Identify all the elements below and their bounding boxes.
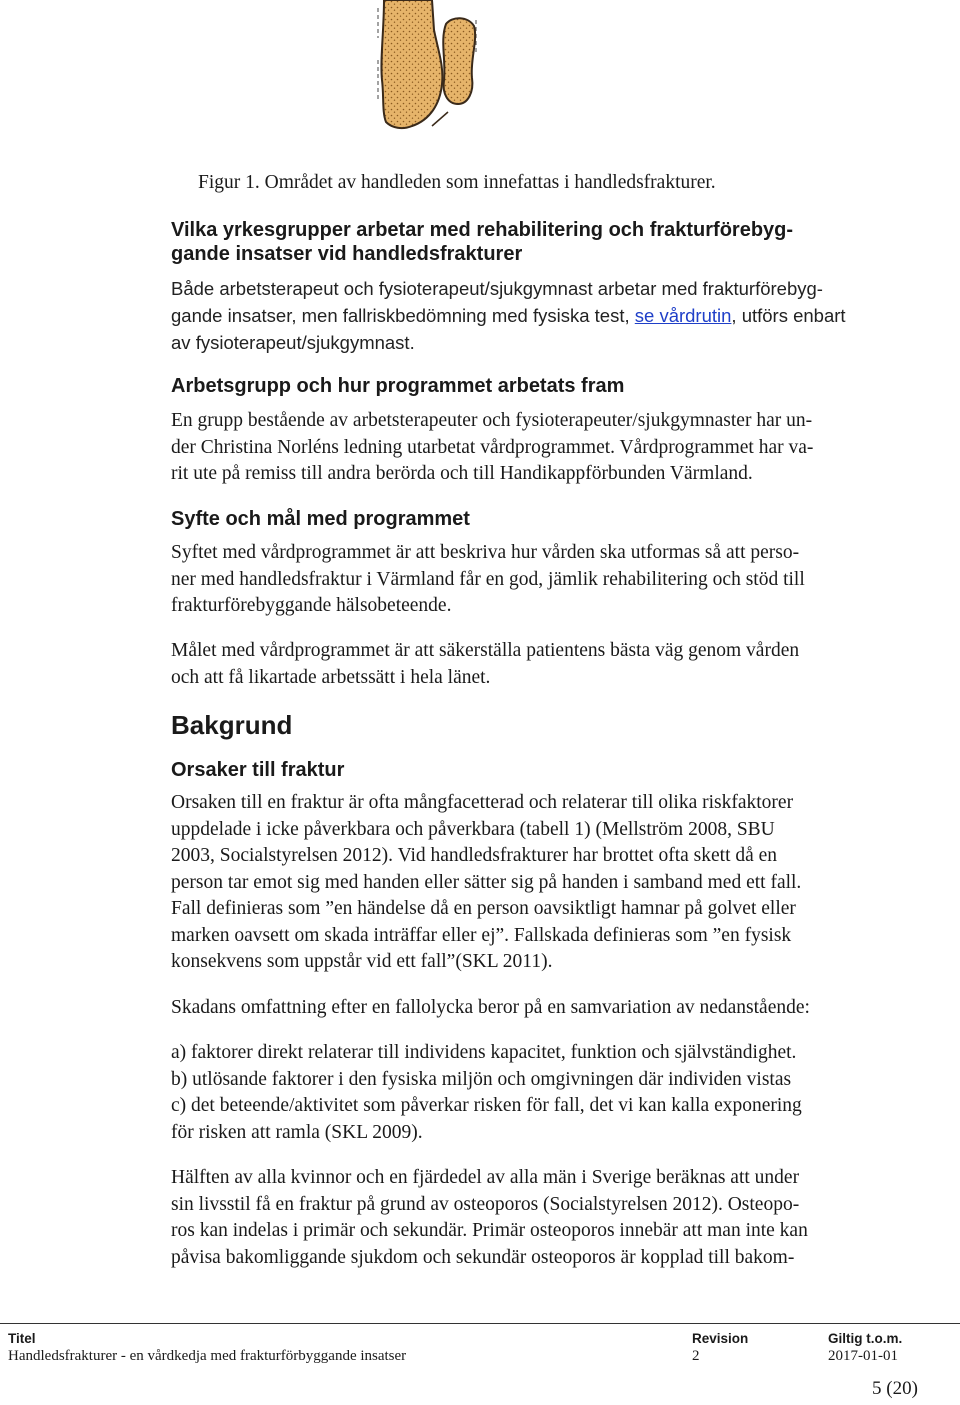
text-line: ros kan indelas i primär och sekundär. Primär osteoporos innebär att man inte kan xyxy=(171,1220,808,1241)
text-segment: fysioterapeut/sjukgymnast. xyxy=(195,332,415,353)
background-paragraph-3 xyxy=(171,1165,916,1271)
text-line: der Christina Norléns ledning utarbetat vårdprogrammet. Vårdprogrammet har va- xyxy=(171,436,814,458)
wrist-bone-illustration xyxy=(372,0,492,135)
section-purpose-heading: Syfte och mål med programmet xyxy=(171,508,470,530)
footer-revision-label: Revision xyxy=(692,1331,749,1346)
text-line: ner med handledsfraktur i Värmland får en god, jämlik rehabilitering och stöd till xyxy=(171,568,805,590)
figure-caption: Figur 1. Området av handleden som innefattas i handledsfrakturer. xyxy=(198,172,716,193)
text-line: rit ute på remiss till andra berörda och till Handikappförbunden Värmland. xyxy=(171,463,753,484)
text-segment: , utförs enbart xyxy=(731,305,846,326)
footer-title-label: Titel xyxy=(8,1331,36,1346)
text-line: Orsaken till en fraktur är ofta mångfacetterad och relaterar till olika riskfaktorer xyxy=(171,792,794,813)
text-line: frakturförebyggande hälsobeteende. xyxy=(171,595,452,616)
list-item: a) faktorer direkt relaterar till individens kapacitet, funktion och självständighet. xyxy=(171,1042,797,1063)
text-line: Fall definieras som ”en händelse då en person oavsiktligt hamnar på golvet eller xyxy=(171,898,796,919)
purpose-paragraph-1 xyxy=(171,540,916,620)
section-causes-subheading: Orsaker till fraktur xyxy=(171,759,345,781)
text-line: marken oavsett om skada inträffar eller ej”. Fallskada definieras som ”en fysisk xyxy=(171,924,792,946)
text-line: och att få likartade arbetssätt i hela länet. xyxy=(171,666,491,688)
footer-divider xyxy=(0,1323,960,1324)
list-item: b) utlösande faktorer i den fysiska miljön och omgivningen där individen vistas xyxy=(171,1068,792,1090)
footer-title-value: Handledsfrakturer - en vårdkedja med frakturförbyggande insatser xyxy=(8,1348,407,1364)
text-line: person tar emot sig med handen eller sätter sig på handen i samband med ett fall. xyxy=(171,871,802,893)
text-segment: gande insatser, men fallriskbedömning med fysiska test, xyxy=(171,305,635,326)
heading-line: gande insatser vid handledsfrakturer xyxy=(171,243,523,265)
text-line xyxy=(171,329,916,356)
text-line: 2003, Socialstyrelsen 2012). Vid handledsfrakturer har brottet ofta skett då en xyxy=(171,845,778,866)
text-line: konsekvens som uppstår vid ett fall”(SKL 2011). xyxy=(171,951,553,972)
section-group-heading: Arbetsgrupp och hur programmet arbetats fram xyxy=(171,375,625,397)
heading-line: Vilka yrkesgrupper arbetar med rehabilitering och frakturförebyg- xyxy=(171,219,794,241)
section-background-heading: Bakgrund xyxy=(171,710,293,740)
text-line: En grupp bestående av arbetsterapeuter och fysioterapeuter/sjukgymnaster har un- xyxy=(171,410,813,431)
text-line xyxy=(171,302,916,329)
page-number: 5 (20) xyxy=(872,1378,918,1399)
text-line: Både arbetsterapeut och fysioterapeut/sjukgymnast arbetar med frakturförebyg- xyxy=(171,278,823,299)
text-line: uppdelade i icke påverkbara och påverkbara (tabell 1) (Mellström 2008, SBU xyxy=(171,818,775,840)
background-paragraph-2 xyxy=(171,995,916,1022)
vardrutin-link[interactable]: se vårdrutin xyxy=(634,305,732,326)
text-line: sin livsstil få en fraktur på grund av osteoporos (Socialstyrelsen 2012). Osteopo- xyxy=(171,1193,800,1215)
text-line: Målet med vårdprogrammet är att säkerställa patientens bästa väg genom vården xyxy=(171,640,800,661)
footer-revision-value: 2 xyxy=(692,1348,700,1364)
factor-list xyxy=(171,1040,916,1146)
footer-valid-label: Giltig t.o.m. xyxy=(828,1331,903,1346)
text-line: Syftet med vårdprogrammet är att beskriva hur vården ska utformas så att perso- xyxy=(171,542,800,563)
section-group-body xyxy=(171,408,916,488)
text-segment: av xyxy=(171,332,196,353)
text-line: påvisa bakomliggande sjukdom och sekundär osteoporos är kopplad till bakom- xyxy=(171,1246,795,1268)
list-item: för risken att ramla (SKL 2009). xyxy=(171,1121,423,1143)
section-roles-heading xyxy=(171,218,916,266)
text-line: Skadans omfattning efter en fallolycka beror på en samvariation av nedanstående: xyxy=(171,997,810,1018)
background-paragraph-1 xyxy=(171,790,916,976)
purpose-paragraph-2 xyxy=(171,638,916,691)
list-item: c) det beteende/aktivitet som påverkar risken för fall, det vi kan kalla exponering xyxy=(171,1095,802,1116)
section-roles-body xyxy=(171,275,916,356)
footer-valid-value: 2017-01-01 xyxy=(828,1348,898,1364)
text-line: Hälften av alla kvinnor och en fjärdedel av alla män i Sverige beräknas att under xyxy=(171,1167,800,1188)
